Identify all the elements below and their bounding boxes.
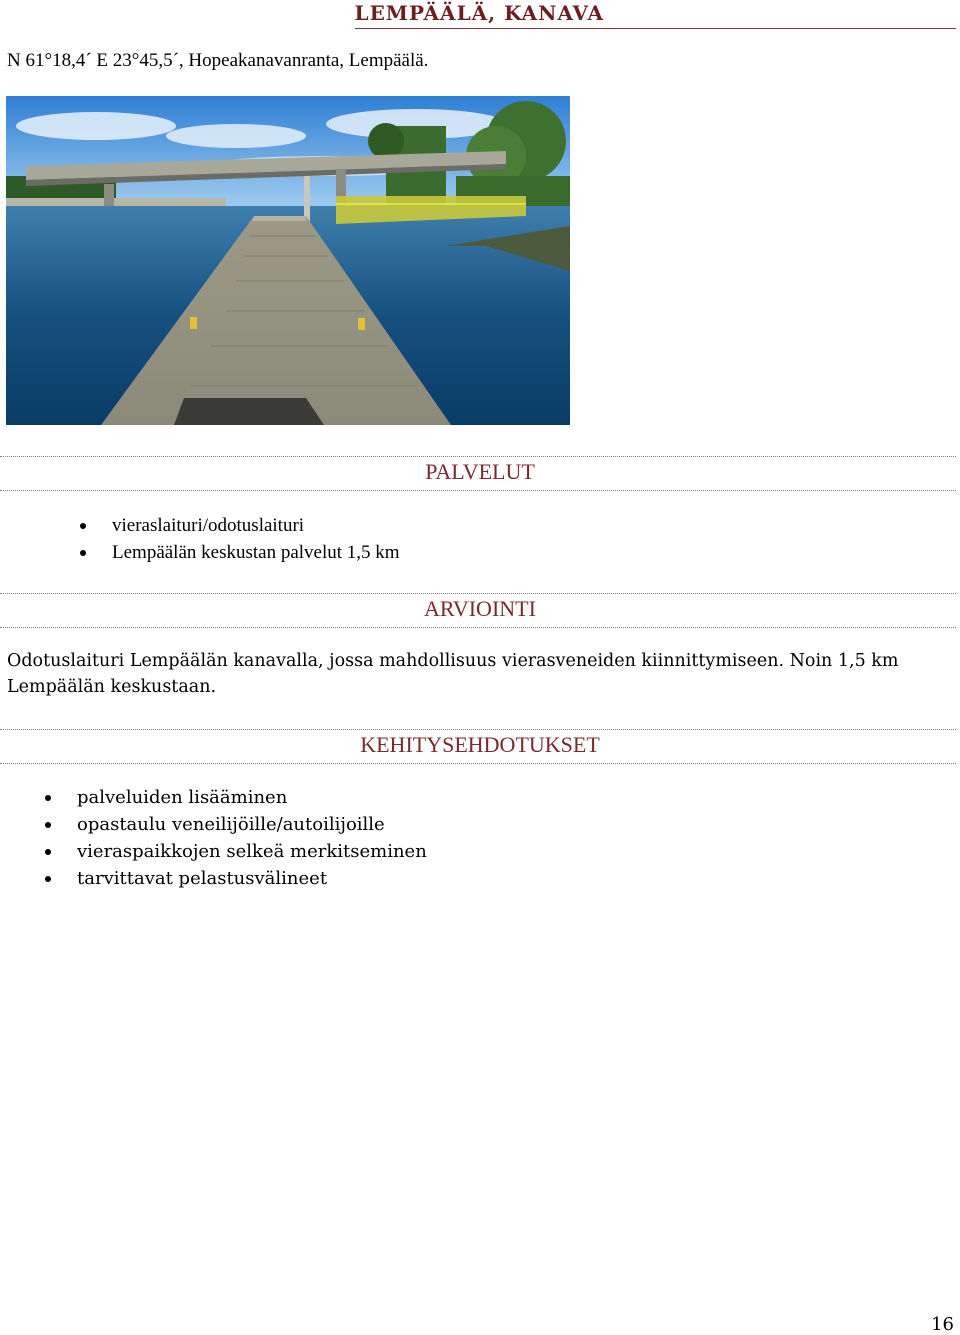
list-item: vieraslaituri/odotuslaituri (80, 512, 400, 539)
development-list (45, 784, 427, 892)
list-item: palveluiden lisääminen (45, 784, 427, 811)
services-heading: PALVELUT (425, 459, 535, 484)
list-item: vieraspaikkojen selkeä merkitseminen (45, 838, 427, 865)
canal-pier-photo (6, 96, 570, 425)
services-list (80, 512, 400, 566)
section-divider (0, 456, 956, 457)
page-header-title: LEMPÄÄLÄ, KANAVA (354, 1, 604, 25)
assessment-heading: ARVIOINTI (424, 596, 536, 621)
development-heading: KEHITYSEHDOTUKSET (360, 732, 600, 757)
section-divider (0, 593, 956, 594)
section-divider (0, 763, 956, 764)
page-number: 16 (931, 1314, 954, 1335)
location-coordinates: N 61°18,4´ E 23°45,5´, Hopeakanavanranta, Lempäälä. (7, 50, 429, 71)
section-divider (0, 627, 956, 628)
assessment-text: Odotuslaituri Lempäälän kanavalla, jossa mahdollisuus vierasveneiden kiinnittymiseen. Noin 1,5 km Lempäälän keskustaan. (7, 651, 899, 697)
section-divider (0, 729, 956, 730)
list-item: tarvittavat pelastusvälineet (45, 865, 427, 892)
list-item: Lempäälän keskustan palvelut 1,5 km (80, 539, 400, 566)
header-rule (355, 28, 956, 29)
section-divider (0, 490, 956, 491)
list-item: opastaulu veneilijöille/autoilijoille (45, 811, 427, 838)
